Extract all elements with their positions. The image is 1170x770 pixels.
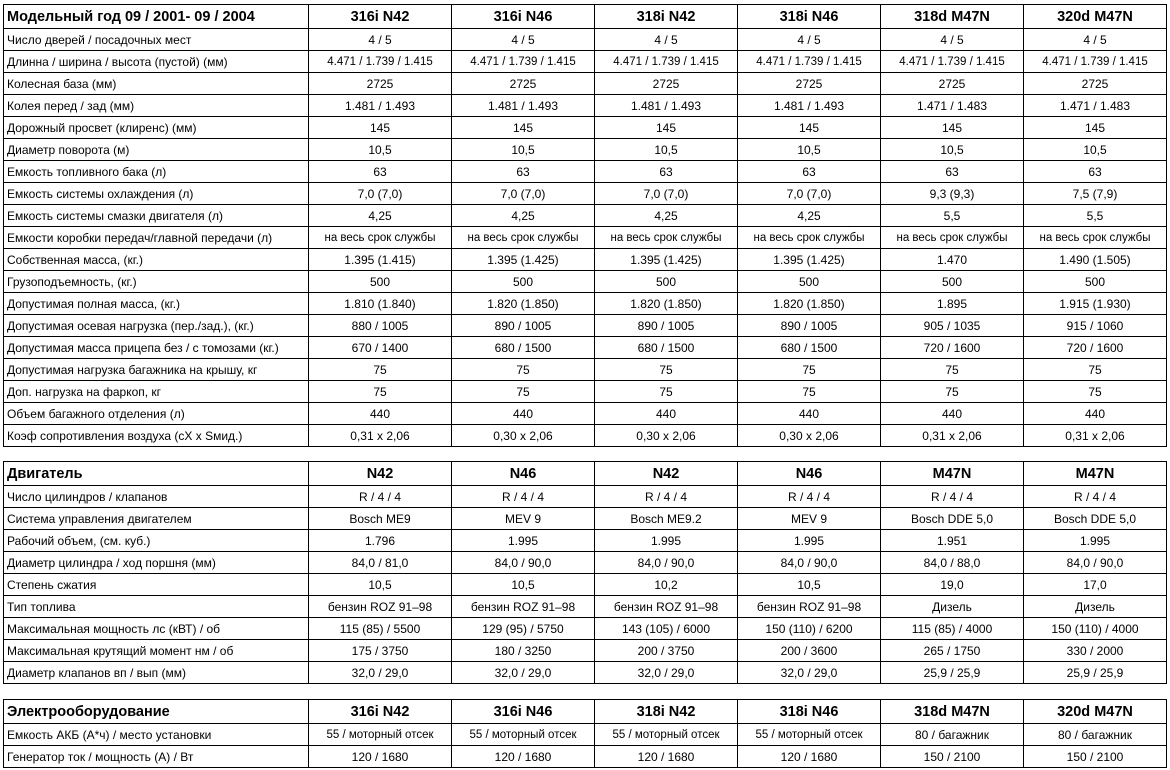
table-row	[4, 508, 1167, 530]
table-row	[4, 293, 1167, 315]
row-label: Рабочий объем, (см. куб.)	[4, 530, 309, 552]
table-cell: R / 4 / 4	[452, 486, 595, 508]
table-cell: 4 / 5	[452, 29, 595, 51]
table-cell: 145	[595, 117, 738, 139]
table-cell: бензин ROZ 91–98	[309, 596, 452, 618]
table-cell: 63	[881, 161, 1024, 183]
general-specs-table	[3, 4, 1167, 447]
table-row	[4, 381, 1167, 403]
table-cell: 1.796	[309, 530, 452, 552]
table-cell: 0,30 x 2,06	[452, 425, 595, 447]
table-cell: 10,5	[881, 139, 1024, 161]
table-row	[4, 574, 1167, 596]
table-cell: 150 / 2100	[1024, 746, 1167, 768]
table-cell: 500	[1024, 271, 1167, 293]
table-cell: на весь срок службы	[881, 227, 1024, 249]
row-label: Тип топлива	[4, 596, 309, 618]
section-title: Модельный год 09 / 2001- 09 / 2004	[4, 5, 309, 29]
table-cell: 2725	[881, 73, 1024, 95]
table-cell: 4 / 5	[881, 29, 1024, 51]
table-cell: 1.995	[452, 530, 595, 552]
table-cell: 75	[1024, 359, 1167, 381]
table-cell: 80 / багажник	[881, 724, 1024, 746]
table-row	[4, 530, 1167, 552]
column-header: M47N	[881, 462, 1024, 486]
table-cell: бензин ROZ 91–98	[738, 596, 881, 618]
table-cell: 180 / 3250	[452, 640, 595, 662]
table-cell: на весь срок службы	[595, 227, 738, 249]
table-cell: 120 / 1680	[738, 746, 881, 768]
table-row	[4, 249, 1167, 271]
table-cell: 1.481 / 1.493	[309, 95, 452, 117]
table-cell: 680 / 1500	[595, 337, 738, 359]
column-header: 318d M47N	[881, 700, 1024, 724]
table-cell: 1.481 / 1.493	[452, 95, 595, 117]
table-cell: 1.470	[881, 249, 1024, 271]
table-cell: 1.481 / 1.493	[738, 95, 881, 117]
table-cell: 63	[738, 161, 881, 183]
table-cell: 84,0 / 90,0	[595, 552, 738, 574]
table-cell: 2725	[309, 73, 452, 95]
table-cell: 10,5	[309, 139, 452, 161]
table-cell: MEV 9	[452, 508, 595, 530]
table-cell: 75	[1024, 381, 1167, 403]
table-cell: 7,0 (7,0)	[309, 183, 452, 205]
table-cell: 75	[309, 359, 452, 381]
table-row	[4, 552, 1167, 574]
table-cell: 1.820 (1.850)	[738, 293, 881, 315]
table-cell: 63	[452, 161, 595, 183]
row-label: Степень сжатия	[4, 574, 309, 596]
table-cell: Bosch ME9	[309, 508, 452, 530]
row-label: Длинна / ширина / высота (пустой) (мм)	[4, 51, 309, 73]
table-cell: 500	[881, 271, 1024, 293]
table-cell: R / 4 / 4	[595, 486, 738, 508]
table-cell: 84,0 / 81,0	[309, 552, 452, 574]
table-cell: 55 / моторный отсек	[309, 724, 452, 746]
table-row	[4, 337, 1167, 359]
table-cell: 32,0 / 29,0	[595, 662, 738, 684]
table-cell: 1.820 (1.850)	[452, 293, 595, 315]
table-cell: 84,0 / 90,0	[452, 552, 595, 574]
column-header: N42	[595, 462, 738, 486]
table-cell: 1.915 (1.930)	[1024, 293, 1167, 315]
table-row	[4, 205, 1167, 227]
table-cell: 5,5	[881, 205, 1024, 227]
table-row	[4, 227, 1167, 249]
table-cell: 440	[738, 403, 881, 425]
row-label: Собственная масса, (кг.)	[4, 249, 309, 271]
table-cell: 2725	[1024, 73, 1167, 95]
table-cell: 1.895	[881, 293, 1024, 315]
column-header: 320d M47N	[1024, 5, 1167, 29]
table-cell: R / 4 / 4	[881, 486, 1024, 508]
table-row	[4, 139, 1167, 161]
table-cell: 1.471 / 1.483	[1024, 95, 1167, 117]
column-header: N42	[309, 462, 452, 486]
table-cell: 680 / 1500	[738, 337, 881, 359]
table-cell: 10,5	[452, 139, 595, 161]
table-cell: 150 (110) / 4000	[1024, 618, 1167, 640]
table-cell: 200 / 3600	[738, 640, 881, 662]
table-cell: 720 / 1600	[1024, 337, 1167, 359]
column-header: 318i N42	[595, 700, 738, 724]
row-label: Колея перед / зад (мм)	[4, 95, 309, 117]
engine-specs-table	[3, 461, 1167, 684]
table-cell: 1.490 (1.505)	[1024, 249, 1167, 271]
table-row	[4, 486, 1167, 508]
table-cell: 2725	[738, 73, 881, 95]
row-label: Число цилиндров / клапанов	[4, 486, 309, 508]
table-cell: 75	[309, 381, 452, 403]
row-label: Колесная база (мм)	[4, 73, 309, 95]
row-label: Емкости коробки передач/главной передачи (л)	[4, 227, 309, 249]
table-cell: 1.395 (1.425)	[452, 249, 595, 271]
table-header-row	[4, 5, 1167, 29]
table-cell: 440	[452, 403, 595, 425]
table-cell: 175 / 3750	[309, 640, 452, 662]
table-row	[4, 596, 1167, 618]
table-cell: 880 / 1005	[309, 315, 452, 337]
table-cell: Дизель	[1024, 596, 1167, 618]
section-title: Электрооборудование	[4, 700, 309, 724]
table-cell: R / 4 / 4	[1024, 486, 1167, 508]
row-label: Емкость топливного бака (л)	[4, 161, 309, 183]
row-label: Диаметр клапанов вп / вып (мм)	[4, 662, 309, 684]
table-row	[4, 662, 1167, 684]
table-cell: 150 (110) / 6200	[738, 618, 881, 640]
table-cell: 120 / 1680	[595, 746, 738, 768]
table-cell: 55 / моторный отсек	[595, 724, 738, 746]
electrical-specs-table	[3, 699, 1167, 768]
table-cell: 0,30 x 2,06	[595, 425, 738, 447]
table-cell: 500	[738, 271, 881, 293]
table-cell: Дизель	[881, 596, 1024, 618]
table-cell: на весь срок службы	[738, 227, 881, 249]
table-row	[4, 51, 1167, 73]
table-cell: 200 / 3750	[595, 640, 738, 662]
column-header: 318i N46	[738, 5, 881, 29]
column-header: 318i N42	[595, 5, 738, 29]
table-cell: 80 / багажник	[1024, 724, 1167, 746]
table-cell: R / 4 / 4	[309, 486, 452, 508]
row-label: Емкость системы охлаждения (л)	[4, 183, 309, 205]
table-row	[4, 117, 1167, 139]
table-cell: 115 (85) / 5500	[309, 618, 452, 640]
table-header-row	[4, 700, 1167, 724]
table-cell: 9,3 (9,3)	[881, 183, 1024, 205]
table-cell: 4.471 / 1.739 / 1.415	[738, 51, 881, 73]
table-cell: 1.951	[881, 530, 1024, 552]
table-cell: 75	[595, 381, 738, 403]
column-header: M47N	[1024, 462, 1167, 486]
row-label: Диаметр цилиндра / ход поршня (мм)	[4, 552, 309, 574]
table-cell: 440	[595, 403, 738, 425]
table-cell: 84,0 / 88,0	[881, 552, 1024, 574]
table-cell: 25,9 / 25,9	[1024, 662, 1167, 684]
table-cell: 1.395 (1.415)	[309, 249, 452, 271]
row-label: Допустимая полная масса, (кг.)	[4, 293, 309, 315]
row-label: Система управления двигателем	[4, 508, 309, 530]
table-cell: 4 / 5	[309, 29, 452, 51]
table-cell: 5,5	[1024, 205, 1167, 227]
table-cell: 75	[452, 381, 595, 403]
table-cell: 1.810 (1.840)	[309, 293, 452, 315]
table-cell: 7,0 (7,0)	[738, 183, 881, 205]
table-cell: 120 / 1680	[309, 746, 452, 768]
table-cell: 150 / 2100	[881, 746, 1024, 768]
table-cell: 440	[309, 403, 452, 425]
column-header: 316i N46	[452, 700, 595, 724]
table-cell: 4.471 / 1.739 / 1.415	[1024, 51, 1167, 73]
table-cell: 4,25	[309, 205, 452, 227]
table-cell: 1.395 (1.425)	[595, 249, 738, 271]
table-cell: 500	[452, 271, 595, 293]
table-cell: 1.395 (1.425)	[738, 249, 881, 271]
table-cell: 0,31 x 2,06	[309, 425, 452, 447]
table-cell: 10,5	[309, 574, 452, 596]
table-cell: 63	[1024, 161, 1167, 183]
table-cell: бензин ROZ 91–98	[595, 596, 738, 618]
row-label: Число дверей / посадочных мест	[4, 29, 309, 51]
table-cell: 55 / моторный отсек	[738, 724, 881, 746]
table-cell: 1.995	[1024, 530, 1167, 552]
table-cell: 1.995	[595, 530, 738, 552]
table-cell: 1.995	[738, 530, 881, 552]
row-label: Генератор ток / мощность (А) / Вт	[4, 746, 309, 768]
column-header: N46	[738, 462, 881, 486]
table-cell: 145	[1024, 117, 1167, 139]
row-label: Объем багажного отделения (л)	[4, 403, 309, 425]
table-row	[4, 271, 1167, 293]
table-cell: бензин ROZ 91–98	[452, 596, 595, 618]
table-cell: 4 / 5	[738, 29, 881, 51]
table-cell: 32,0 / 29,0	[738, 662, 881, 684]
table-cell: 890 / 1005	[738, 315, 881, 337]
table-row	[4, 425, 1167, 447]
row-label: Максимальная мощность лс (кВТ) / об	[4, 618, 309, 640]
table-cell: 145	[738, 117, 881, 139]
table-cell: 4 / 5	[595, 29, 738, 51]
table-cell: 145	[452, 117, 595, 139]
table-row	[4, 724, 1167, 746]
table-row	[4, 29, 1167, 51]
table-cell: на весь срок службы	[1024, 227, 1167, 249]
table-cell: 7,0 (7,0)	[595, 183, 738, 205]
table-cell: 2725	[452, 73, 595, 95]
table-cell: 1.471 / 1.483	[881, 95, 1024, 117]
table-cell: 32,0 / 29,0	[452, 662, 595, 684]
table-cell: 4 / 5	[1024, 29, 1167, 51]
row-label: Емкость АКБ (А*ч) / место установки	[4, 724, 309, 746]
row-label: Грузоподъемность, (кг.)	[4, 271, 309, 293]
table-row	[4, 618, 1167, 640]
table-cell: 145	[309, 117, 452, 139]
table-cell: 4,25	[595, 205, 738, 227]
table-row	[4, 403, 1167, 425]
table-cell: 10,5	[738, 574, 881, 596]
column-header: 318d M47N	[881, 5, 1024, 29]
table-cell: на весь срок службы	[309, 227, 452, 249]
row-label: Диаметр поворота (м)	[4, 139, 309, 161]
table-row	[4, 315, 1167, 337]
table-cell: 32,0 / 29,0	[309, 662, 452, 684]
table-cell: 670 / 1400	[309, 337, 452, 359]
table-cell: 440	[1024, 403, 1167, 425]
table-cell: 143 (105) / 6000	[595, 618, 738, 640]
row-label: Коэф сопротивления воздуха (cX x Sмид.)	[4, 425, 309, 447]
row-label: Дорожный просвет (клиренс) (мм)	[4, 117, 309, 139]
table-cell: 0,31 x 2,06	[1024, 425, 1167, 447]
column-header: 316i N46	[452, 5, 595, 29]
table-cell: 63	[309, 161, 452, 183]
column-header: 316i N42	[309, 700, 452, 724]
table-cell: 890 / 1005	[595, 315, 738, 337]
row-label: Допустимая масса прицепа без / с томозами (кг.)	[4, 337, 309, 359]
table-row	[4, 746, 1167, 768]
table-cell: 4,25	[738, 205, 881, 227]
table-cell: Bosch DDE 5,0	[1024, 508, 1167, 530]
table-cell: 330 / 2000	[1024, 640, 1167, 662]
table-cell: 55 / моторный отсек	[452, 724, 595, 746]
table-cell: 129 (95) / 5750	[452, 618, 595, 640]
table-cell: 115 (85) / 4000	[881, 618, 1024, 640]
table-cell: 500	[595, 271, 738, 293]
row-label: Доп. нагрузка на фаркоп, кг	[4, 381, 309, 403]
table-cell: Bosch ME9.2	[595, 508, 738, 530]
table-cell: 0,31 x 2,06	[881, 425, 1024, 447]
table-cell: 75	[452, 359, 595, 381]
section-title: Двигатель	[4, 462, 309, 486]
table-cell: MEV 9	[738, 508, 881, 530]
table-cell: 4.471 / 1.739 / 1.415	[309, 51, 452, 73]
table-row	[4, 640, 1167, 662]
column-header: N46	[452, 462, 595, 486]
table-cell: 75	[881, 359, 1024, 381]
table-row	[4, 161, 1167, 183]
table-cell: 4.471 / 1.739 / 1.415	[881, 51, 1024, 73]
table-cell: 2725	[595, 73, 738, 95]
table-cell: 0,30 x 2,06	[738, 425, 881, 447]
table-cell: 75	[738, 359, 881, 381]
table-cell: 75	[881, 381, 1024, 403]
table-row	[4, 359, 1167, 381]
table-cell: на весь срок службы	[452, 227, 595, 249]
table-cell: 84,0 / 90,0	[1024, 552, 1167, 574]
table-cell: 1.481 / 1.493	[595, 95, 738, 117]
table-cell: 10,5	[452, 574, 595, 596]
table-cell: 75	[738, 381, 881, 403]
column-header: 316i N42	[309, 5, 452, 29]
row-label: Допустимая осевая нагрузка (пер./зад.), (кг.)	[4, 315, 309, 337]
table-header-row	[4, 462, 1167, 486]
table-cell: 25,9 / 25,9	[881, 662, 1024, 684]
column-header: 318i N46	[738, 700, 881, 724]
table-cell: 4.471 / 1.739 / 1.415	[595, 51, 738, 73]
table-row	[4, 95, 1167, 117]
table-cell: 10,5	[738, 139, 881, 161]
table-cell: 120 / 1680	[452, 746, 595, 768]
table-cell: 19,0	[881, 574, 1024, 596]
table-cell: 440	[881, 403, 1024, 425]
table-cell: 75	[595, 359, 738, 381]
column-header: 320d M47N	[1024, 700, 1167, 724]
row-label: Емкость системы смазки двигателя (л)	[4, 205, 309, 227]
table-cell: Bosch DDE 5,0	[881, 508, 1024, 530]
table-cell: 63	[595, 161, 738, 183]
table-row	[4, 73, 1167, 95]
table-cell: 905 / 1035	[881, 315, 1024, 337]
table-cell: 915 / 1060	[1024, 315, 1167, 337]
table-cell: 680 / 1500	[452, 337, 595, 359]
table-cell: 4,25	[452, 205, 595, 227]
table-cell: 4.471 / 1.739 / 1.415	[452, 51, 595, 73]
table-cell: 720 / 1600	[881, 337, 1024, 359]
row-label: Максимальная крутящий момент нм / об	[4, 640, 309, 662]
table-cell: R / 4 / 4	[738, 486, 881, 508]
table-cell: 7,5 (7,9)	[1024, 183, 1167, 205]
table-cell: 10,5	[595, 139, 738, 161]
row-label: Допустимая нагрузка багажника на крышу, кг	[4, 359, 309, 381]
table-row	[4, 183, 1167, 205]
table-cell: 890 / 1005	[452, 315, 595, 337]
table-cell: 500	[309, 271, 452, 293]
table-cell: 265 / 1750	[881, 640, 1024, 662]
table-cell: 84,0 / 90,0	[738, 552, 881, 574]
table-cell: 7,0 (7,0)	[452, 183, 595, 205]
table-cell: 17,0	[1024, 574, 1167, 596]
table-cell: 10,2	[595, 574, 738, 596]
table-cell: 1.820 (1.850)	[595, 293, 738, 315]
table-cell: 145	[881, 117, 1024, 139]
table-cell: 10,5	[1024, 139, 1167, 161]
